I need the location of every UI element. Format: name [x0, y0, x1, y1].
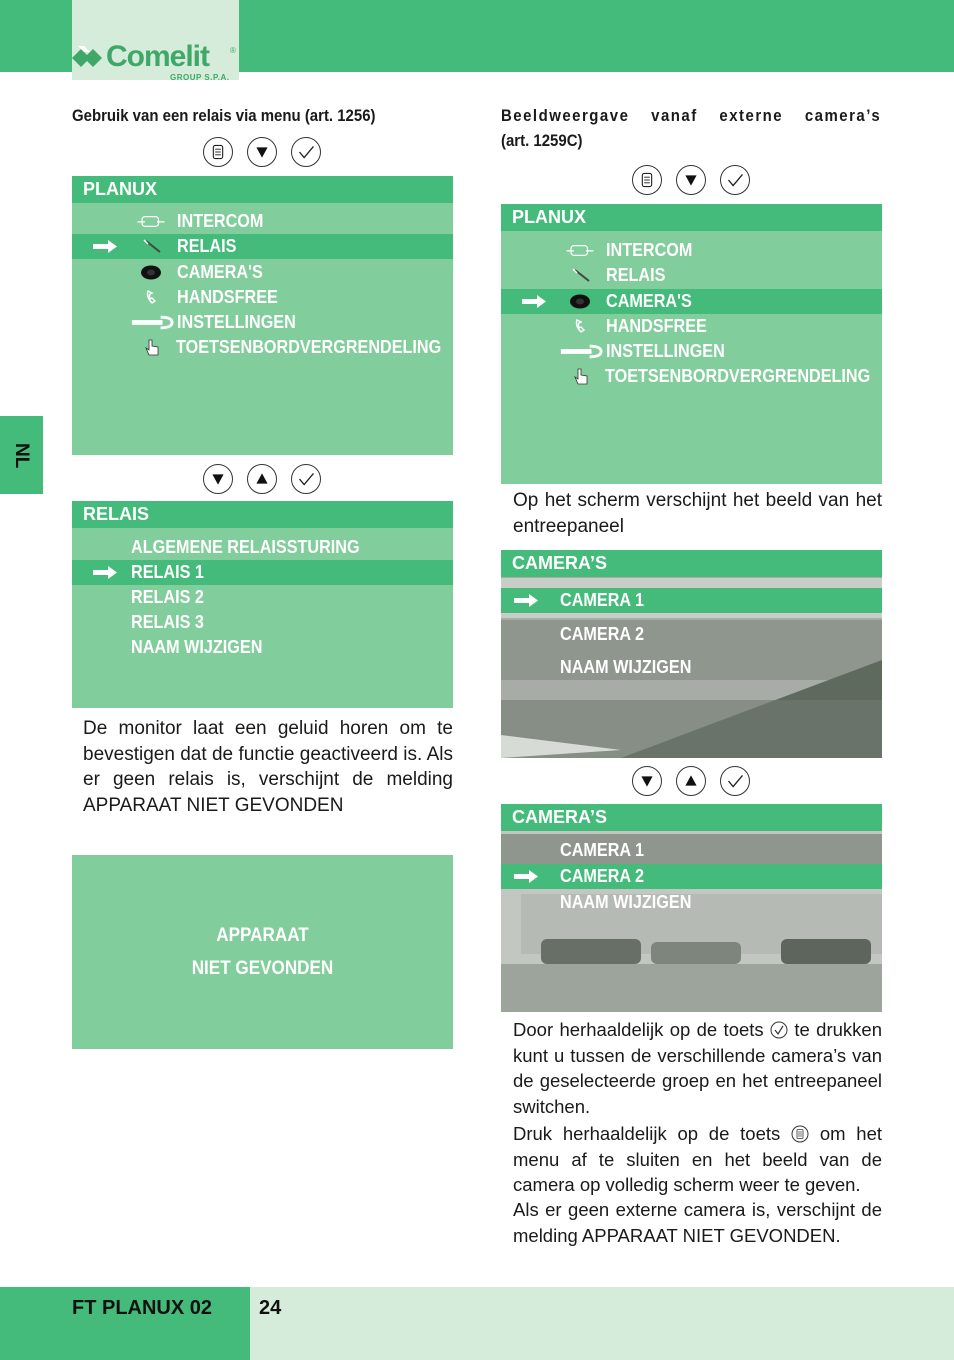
menu-item-label: CAMERA'S — [177, 262, 263, 282]
screen-title: RELAIS — [72, 501, 453, 528]
menu-item-label: INTERCOM — [606, 240, 693, 260]
camera-icon — [138, 264, 164, 281]
menu-item-label: NAAM WIJZIGEN — [560, 892, 692, 912]
footer-title: FT PLANUX 02 — [72, 1297, 213, 1319]
down-button-icon — [632, 766, 662, 796]
menu-item-label: RELAIS — [606, 265, 666, 285]
paragraph-text: Druk herhaaldelijk op de toets — [513, 1123, 781, 1144]
up-button-icon — [676, 766, 706, 796]
intercom-icon — [565, 242, 595, 259]
menu-key-icon — [791, 1125, 809, 1143]
camera-screen-1 — [501, 550, 882, 758]
up-button-icon — [247, 464, 277, 494]
menu-item-label: INSTELLINGEN — [177, 312, 296, 332]
right-button-row-1 — [632, 165, 750, 195]
menu-item-label: RELAIS 3 — [131, 612, 204, 632]
right-heading-line-1: Beeldweergave vanaf externe camera’s — [501, 106, 882, 125]
page-number: 24 — [259, 1297, 282, 1319]
left-relais-screen — [72, 501, 453, 708]
camera-icon — [567, 293, 593, 310]
menu-item-handsfree[interactable] — [501, 314, 882, 339]
camera-item-naam-wijzigen[interactable] — [501, 890, 882, 915]
menu-item-relais[interactable] — [72, 234, 453, 259]
confirm-key-icon — [770, 1021, 788, 1039]
right-button-row-2 — [632, 766, 750, 796]
menu-item-algemene-relaissturing[interactable] — [72, 535, 453, 560]
camera-item-2[interactable] — [501, 864, 882, 889]
menu-button-icon — [203, 137, 233, 167]
menu-item-naam-wijzigen[interactable] — [72, 635, 453, 660]
not-found-line-2: NIET GEVONDEN — [191, 958, 334, 979]
menu-item-label: CAMERA 1 — [560, 590, 645, 610]
relais-icon — [569, 267, 595, 284]
menu-item-label: TOETSENBORDVERGRENDELING — [176, 337, 442, 357]
left-button-row-2 — [203, 464, 321, 494]
menu-item-relais-3[interactable] — [72, 610, 453, 635]
not-found-line-1: APPARAAT — [216, 925, 309, 946]
menu-item-label: HANDSFREE — [606, 316, 707, 336]
camera-item-1[interactable] — [501, 838, 882, 863]
menu-item-toetsenbordvergrendeling[interactable] — [501, 364, 882, 389]
left-paragraph: De monitor laat een geluid horen om te bevestigen dat de functie geactiveerd is. Als er geen relais is, verschijnt de melding APPARAAT NIET GEVONDEN — [83, 718, 453, 816]
menu-item-label: INSTELLINGEN — [606, 341, 725, 361]
left-planux-screen — [72, 176, 453, 455]
intercom-icon — [136, 213, 166, 230]
menu-item-label: CAMERA 1 — [560, 840, 645, 860]
camera-view-image — [501, 550, 882, 758]
brand-registered: ® — [230, 46, 236, 55]
left-heading: Gebruik van een relais via menu (art. 1256) — [72, 106, 376, 125]
paragraph-text: te drukken kunt u tussen de verschillende camera’s van de geselecteerde groep en het entreepaneel switchen. — [513, 1019, 882, 1117]
right-paragraph-3 — [513, 1121, 882, 1198]
hand-icon — [569, 368, 595, 385]
selection-arrow-icon — [513, 864, 539, 889]
camera-item-naam-wijzigen[interactable] — [501, 655, 882, 680]
language-tab — [0, 416, 43, 494]
menu-item-label: NAAM WIJZIGEN — [560, 657, 692, 677]
menu-item-label: CAMERA 2 — [560, 624, 645, 644]
menu-button-icon — [632, 165, 662, 195]
menu-item-label: RELAIS 2 — [131, 587, 204, 607]
comelit-logo-mark-icon — [72, 44, 108, 72]
brand-subtitle: GROUP S.P.A. — [170, 73, 230, 82]
menu-item-relais[interactable] — [501, 263, 882, 288]
down-button-icon — [203, 464, 233, 494]
menu-item-relais-1[interactable] — [72, 560, 453, 585]
selection-arrow-icon — [513, 588, 539, 613]
phone-icon — [140, 289, 166, 306]
confirm-button-icon — [720, 766, 750, 796]
menu-item-label: HANDSFREE — [177, 287, 278, 307]
selection-arrow-icon — [521, 289, 547, 314]
wrench-icon — [559, 343, 603, 360]
not-found-screen — [72, 855, 453, 1049]
hand-icon — [140, 339, 166, 356]
confirm-button-icon — [720, 165, 750, 195]
right-paragraph-1: Op het scherm verschijnt het beeld van het entreepaneel — [513, 490, 882, 537]
screen-title: CAMERA’S — [501, 804, 882, 831]
menu-item-label: CAMERA 2 — [560, 866, 645, 886]
wrench-icon — [130, 314, 174, 331]
phone-icon — [569, 318, 595, 335]
menu-item-intercom[interactable] — [501, 238, 882, 263]
right-heading-line-2: (art. 1259C) — [501, 131, 583, 150]
screen-title: PLANUX — [501, 204, 882, 231]
menu-item-cameras[interactable] — [72, 260, 453, 285]
menu-item-instellingen[interactable] — [72, 310, 453, 335]
down-button-icon — [676, 165, 706, 195]
menu-item-cameras[interactable] — [501, 289, 882, 314]
menu-item-intercom[interactable] — [72, 209, 453, 234]
right-planux-screen — [501, 204, 882, 484]
confirm-button-icon — [291, 137, 321, 167]
paragraph-text: om het menu af te sluiten en het beeld van de camera op volledig scherm weer te geven. — [513, 1123, 883, 1195]
menu-item-label: NAAM WIJZIGEN — [131, 637, 263, 657]
relais-icon — [140, 238, 166, 255]
confirm-button-icon — [291, 464, 321, 494]
right-paragraph-2 — [513, 1017, 882, 1119]
camera-item-1[interactable] — [501, 588, 882, 613]
left-button-row-1 — [203, 137, 321, 167]
paragraph-text: Door herhaaldelijk op de toets — [513, 1019, 764, 1040]
menu-item-label: CAMERA'S — [606, 291, 692, 311]
selection-arrow-icon — [92, 234, 118, 259]
language-tab-label: NL — [11, 443, 32, 469]
brand-name: Comelit — [106, 40, 210, 73]
down-button-icon — [247, 137, 277, 167]
screen-title: CAMERA’S — [501, 550, 882, 577]
menu-item-handsfree[interactable] — [72, 285, 453, 310]
menu-item-label: ALGEMENE RELAISSTURING — [131, 537, 360, 557]
menu-item-toetsenbordvergrendeling[interactable] — [72, 335, 453, 360]
menu-item-instellingen[interactable] — [501, 339, 882, 364]
menu-item-label: INTERCOM — [177, 211, 264, 231]
menu-item-label: TOETSENBORDVERGRENDELING — [605, 366, 871, 386]
camera-screen-2 — [501, 804, 882, 1012]
right-paragraph-4: Als er geen externe camera is, verschijnt de melding APPARAAT NIET GEVONDEN. — [513, 1199, 882, 1246]
menu-item-relais-2[interactable] — [72, 585, 453, 610]
menu-item-label: RELAIS 1 — [131, 562, 204, 582]
menu-item-label: RELAIS — [177, 236, 237, 256]
selection-arrow-icon — [92, 560, 118, 585]
screen-title: PLANUX — [72, 176, 453, 203]
camera-item-2[interactable] — [501, 622, 882, 647]
